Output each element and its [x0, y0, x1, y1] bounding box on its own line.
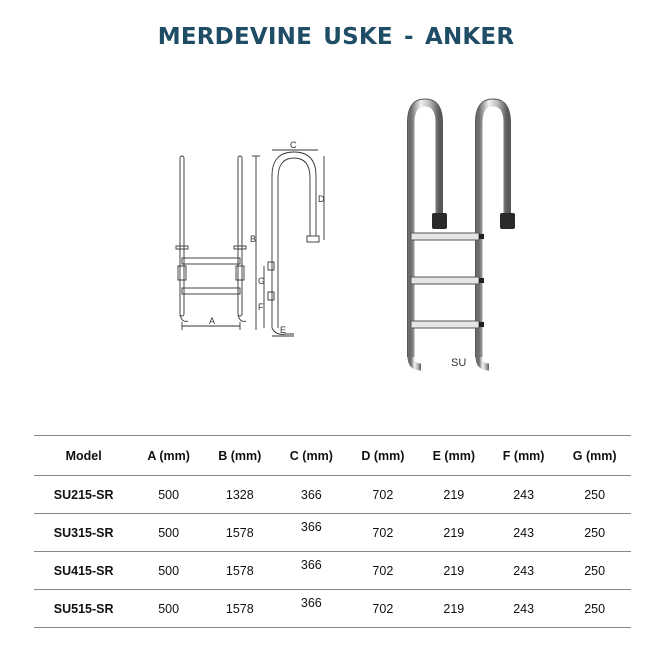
table-cell-value: 366 [300, 595, 322, 610]
table-cell: 250 [558, 476, 631, 514]
table-cell: 243 [489, 590, 558, 628]
table-cell: 702 [347, 514, 419, 552]
table-cell: 500 [133, 552, 204, 590]
model-cell: SU315-SR [34, 514, 133, 552]
dimension-label-a: A [209, 316, 216, 326]
model-cell: SU415-SR [34, 552, 133, 590]
table-cell: 219 [419, 590, 489, 628]
table-cell-value: 366 [300, 519, 322, 534]
table-cell: 243 [489, 514, 558, 552]
table-cell: 1578 [204, 514, 276, 552]
column-header: G (mm) [558, 436, 631, 476]
table-cell: 1578 [204, 590, 276, 628]
table-header-row [34, 436, 631, 476]
specification-table [34, 435, 631, 628]
column-header: A (mm) [133, 436, 204, 476]
table-cell: 219 [419, 476, 489, 514]
table-cell: 250 [558, 514, 631, 552]
table-cell [276, 590, 348, 628]
table-cell: 219 [419, 552, 489, 590]
table-cell: 243 [489, 552, 558, 590]
column-header: Model [34, 436, 133, 476]
table-row [34, 514, 631, 552]
dimension-label-e: E [280, 325, 287, 335]
dimension-label-f: F [258, 302, 264, 312]
model-cell: SU515-SR [34, 590, 133, 628]
table-cell: 250 [558, 590, 631, 628]
dimension-label-g: G [258, 276, 266, 286]
table-row [34, 476, 631, 514]
dimension-label-b: B [250, 234, 257, 244]
table-cell: 702 [347, 590, 419, 628]
dimension-label-c: C [290, 140, 297, 150]
table-row [34, 552, 631, 590]
table-cell: 243 [489, 476, 558, 514]
product-label: SU [451, 357, 467, 369]
page-title: MERDEVINE USKE - ANKER [157, 24, 515, 50]
model-cell: SU215-SR [34, 476, 133, 514]
table-cell: 500 [133, 590, 204, 628]
column-header: D (mm) [347, 436, 419, 476]
dimension-label-d: D [318, 194, 325, 204]
table-cell: 500 [133, 514, 204, 552]
column-header: B (mm) [204, 436, 276, 476]
ladder-technical-drawing [168, 140, 338, 340]
table-cell: 250 [558, 552, 631, 590]
table-cell [276, 514, 348, 552]
table-cell: 1328 [204, 476, 276, 514]
table-cell: 219 [419, 514, 489, 552]
table-cell: 702 [347, 552, 419, 590]
table-cell: 500 [133, 476, 204, 514]
column-header: C (mm) [276, 436, 348, 476]
table-cell [276, 552, 348, 590]
column-header: F (mm) [489, 436, 558, 476]
table-row [34, 590, 631, 628]
table-cell: 366 [276, 476, 348, 514]
table-cell-value: 366 [300, 557, 322, 572]
column-header: E (mm) [419, 436, 489, 476]
table-cell: 1578 [204, 552, 276, 590]
ladder-product-image [395, 95, 525, 375]
table-cell: 702 [347, 476, 419, 514]
